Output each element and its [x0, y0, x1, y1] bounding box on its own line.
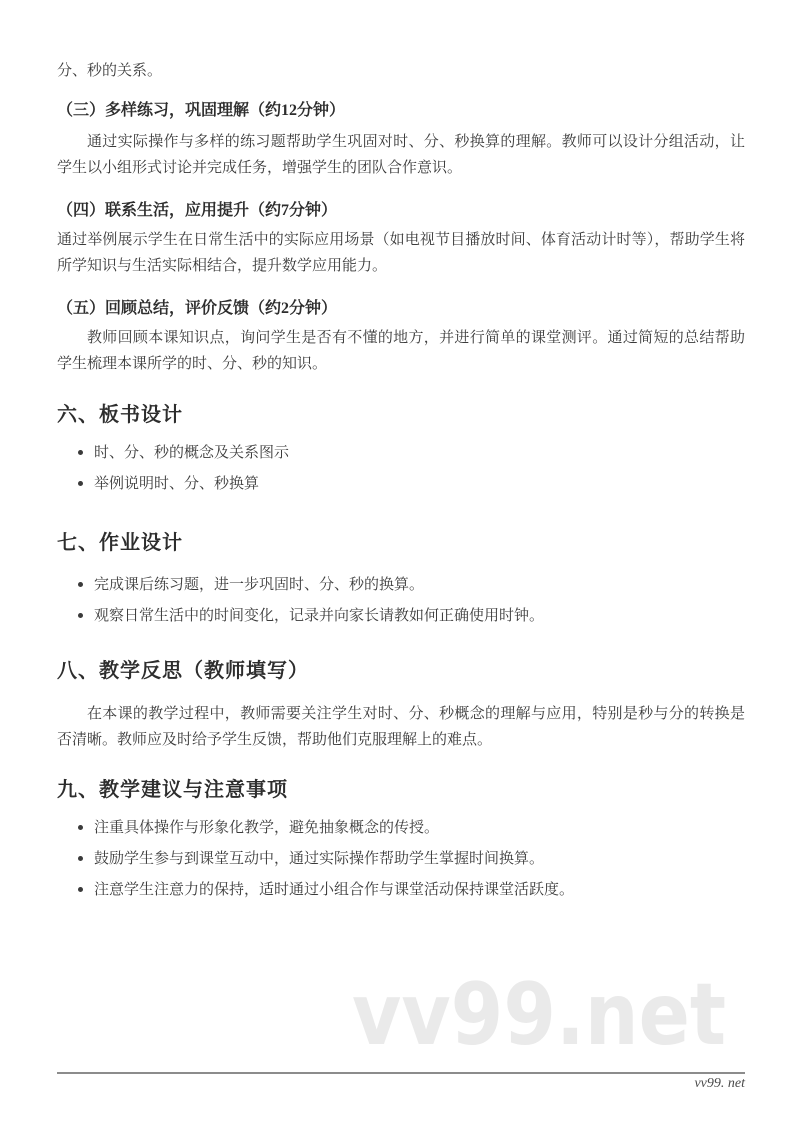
step-heading-5: （五）回顾总结，评价反馈（约2分钟）: [57, 300, 338, 317]
watermark-text: vv99.net: [352, 965, 727, 1065]
list-item-text: 完成课后练习题，进一步巩固时、分、秒的换算。: [94, 577, 425, 593]
homework-list: [57, 572, 745, 634]
list-item: [57, 846, 745, 872]
list-item: [57, 440, 745, 466]
bullet-icon: [78, 825, 83, 830]
step-heading-4: （四）联系生活，应用提升（约7分钟）: [57, 202, 338, 219]
step-paragraph-5: 教师回顾本课知识点，询问学生是否有不懂的地方，并进行简单的课堂测评。通过简短的总结帮助学生梳理本课所学的时、分、秒的知识。: [57, 330, 745, 372]
suggestions-list: [57, 815, 745, 908]
section-heading-9: 九、教学建议与注意事项: [57, 779, 288, 801]
footer-site-label: vv99. net: [694, 1076, 745, 1091]
bullet-icon: [78, 481, 83, 486]
paragraph-continuation: 分、秒的关系。: [57, 63, 163, 79]
list-item-text: 注重具体操作与形象化教学，避免抽象概念的传授。: [94, 820, 440, 836]
step-heading-3: （三）多样练习，巩固理解（约12分钟）: [57, 102, 346, 119]
list-item: [57, 603, 745, 629]
section-heading-7: 七、作业设计: [57, 532, 183, 554]
list-item-text: 时、分、秒的概念及关系图示: [94, 445, 290, 461]
list-item: [57, 471, 745, 497]
bullet-icon: [78, 613, 83, 618]
step-paragraph-4: 通过举例展示学生在日常生活中的实际应用场景（如电视节目播放时间、体育活动计时等），帮助学生将所学知识与生活实际相结合，提升数学应用能力。: [57, 232, 745, 274]
list-item: [57, 572, 745, 598]
list-item: [57, 877, 745, 903]
footer-divider: [57, 1072, 745, 1074]
board-design-list: [57, 440, 745, 502]
bullet-icon: [78, 450, 83, 455]
list-item-text: 举例说明时、分、秒换算: [94, 476, 260, 492]
list-item: [57, 815, 745, 841]
step-paragraph-3: 通过实际操作与多样的练习题帮助学生巩固对时、分、秒换算的理解。教师可以设计分组活动，让学生以小组形式讨论并完成任务，增强学生的团队合作意识。: [57, 134, 745, 176]
list-item-text: 观察日常生活中的时间变化，记录并向家长请教如何正确使用时钟。: [94, 608, 545, 624]
list-item-text: 鼓励学生参与到课堂互动中，通过实际操作帮助学生掌握时间换算。: [94, 851, 545, 867]
section-heading-6: 六、板书设计: [57, 404, 183, 426]
bullet-icon: [78, 856, 83, 861]
list-item-text: 注意学生注意力的保持，适时通过小组合作与课堂活动保持课堂活跃度。: [94, 882, 575, 898]
section-heading-8: 八、教学反思（教师填写）: [57, 660, 309, 682]
bullet-icon: [78, 887, 83, 892]
reflection-paragraph: 在本课的教学过程中，教师需要关注学生对时、分、秒概念的理解与应用，特别是秒与分的转换是否清晰。教师应及时给予学生反馈，帮助他们克服理解上的难点。: [57, 706, 745, 748]
bullet-icon: [78, 582, 83, 587]
